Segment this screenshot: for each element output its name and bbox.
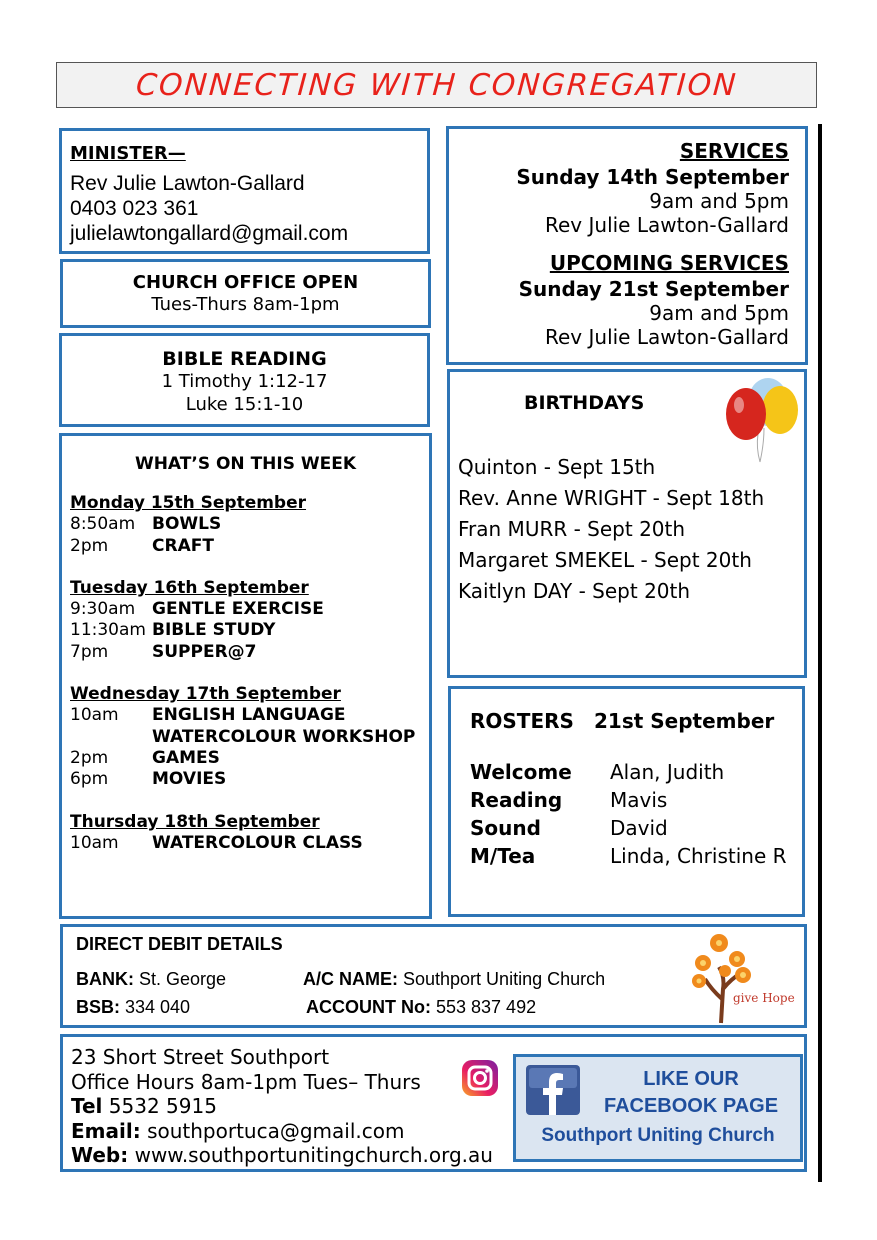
event-row: 8:50am BOWLS [70, 514, 222, 535]
bible-reading-1: 1 Timothy 1:12-17 [161, 371, 328, 392]
birthday-item: Kaitlyn DAY - Sept 20th [458, 579, 691, 603]
roster-row: Reading Mavis [470, 788, 668, 812]
tree-flower-icon [689, 929, 795, 1025]
facebook-box[interactable] [513, 1054, 803, 1162]
give-hope-text: give Hope [733, 991, 795, 1005]
services-times: 9am and 5pm [649, 189, 789, 213]
day-heading-wednesday: Wednesday 17th September [70, 684, 341, 705]
day-heading-tuesday: Tuesday 16th September [70, 577, 309, 598]
rosters-date: 21st September [594, 709, 775, 733]
direct-debit-box [60, 924, 807, 1028]
minister-box [59, 128, 430, 254]
right-divider-line [818, 124, 822, 1182]
minister-name: Rev Julie Lawton-Gallard [70, 172, 305, 195]
services-box [446, 126, 808, 365]
event-row: WATERCOLOUR WORKSHOP [152, 726, 416, 747]
event-row: 9:30am GENTLE EXERCISE [70, 599, 324, 620]
services-heading: SERVICES [679, 139, 789, 163]
upcoming-services-date: Sunday 21st September [518, 277, 789, 301]
debit-bank: BANK: St. George [76, 969, 227, 989]
contact-web[interactable]: Web: www.southportunitingchurch.org.au [71, 1143, 493, 1167]
contact-hours: Office Hours 8am-1pm Tues– Thurs [71, 1069, 421, 1094]
debit-acname: A/C NAME: Southport Uniting Church [303, 969, 606, 989]
facebook-line2: FACEBOOK PAGE [603, 1095, 779, 1117]
contact-tel: Tel 5532 5915 [71, 1094, 217, 1118]
contact-address: 23 Short Street Southport [71, 1045, 330, 1069]
office-hours: Tues-Thurs 8am-1pm [151, 294, 340, 315]
event-row: 10am WATERCOLOUR CLASS [70, 832, 363, 853]
office-heading: CHURCH OFFICE OPEN [132, 272, 359, 293]
event-row: 11:30am BIBLE STUDY [70, 620, 276, 641]
birthday-item: Rev. Anne WRIGHT - Sept 18th [458, 486, 765, 510]
roster-row: Welcome Alan, Judith [470, 760, 725, 784]
birthday-item: Fran MURR - Sept 20th [458, 517, 686, 541]
give-hope-logo [689, 929, 795, 1025]
services-date: Sunday 14th September [516, 165, 789, 189]
birthday-item: Margaret SMEKEL - Sept 20th [458, 548, 752, 572]
church-office-box [60, 259, 431, 328]
services-minister: Rev Julie Lawton-Gallard [545, 213, 789, 237]
event-row: 2pm GAMES [70, 747, 220, 768]
roster-row: Sound David [470, 816, 668, 840]
event-row: 6pm MOVIES [70, 769, 227, 790]
minister-email[interactable]: julielawtongallard@gmail.com [70, 222, 349, 245]
minister-phone: 0403 023 361 [70, 197, 199, 220]
debit-account: ACCOUNT No: 553 837 492 [306, 997, 537, 1017]
debit-bsb: BSB: 334 040 [76, 997, 191, 1017]
contact-box [60, 1034, 807, 1172]
minister-heading: MINISTER— [70, 143, 186, 164]
page-title: CONNECTING WITH CONGREGATION [134, 67, 739, 103]
day-heading-monday: Monday 15th September [70, 493, 307, 513]
contact-email[interactable]: Email: southportuca@gmail.com [71, 1118, 405, 1143]
facebook-page-name: Southport Uniting Church [541, 1125, 775, 1146]
upcoming-services-minister: Rev Julie Lawton-Gallard [545, 325, 789, 349]
rosters-heading: ROSTERS [470, 709, 574, 733]
whats-on-box [59, 433, 432, 919]
event-row: 7pm SUPPER@7 [70, 641, 257, 662]
upcoming-services-times: 9am and 5pm [649, 301, 789, 325]
event-row: 2pm CRAFT [70, 535, 214, 556]
facebook-line1: LIKE OUR [643, 1068, 739, 1090]
bible-reading-box [59, 333, 430, 427]
event-row: 10am ENGLISH LANGUAGE [70, 705, 346, 726]
rosters-box [448, 686, 805, 917]
day-heading-thursday: Thursday 18th September [70, 811, 320, 832]
header-banner [56, 62, 817, 108]
roster-row: M/Tea Linda, Christine R [470, 844, 787, 868]
birthday-item: Quinton - Sept 15th [458, 455, 656, 479]
birthdays-heading: BIRTHDAYS [524, 392, 645, 414]
bible-reading-2: Luke 15:1-10 [185, 394, 304, 415]
facebook-icon[interactable] [526, 1065, 580, 1115]
birthdays-box [447, 369, 807, 678]
debit-heading: DIRECT DEBIT DETAILS [76, 934, 283, 954]
whats-on-heading: WHAT’S ON THIS WEEK [134, 454, 357, 474]
instagram-icon[interactable] [461, 1059, 499, 1097]
bible-heading: BIBLE READING [162, 348, 327, 370]
upcoming-services-heading: UPCOMING SERVICES [549, 251, 789, 275]
